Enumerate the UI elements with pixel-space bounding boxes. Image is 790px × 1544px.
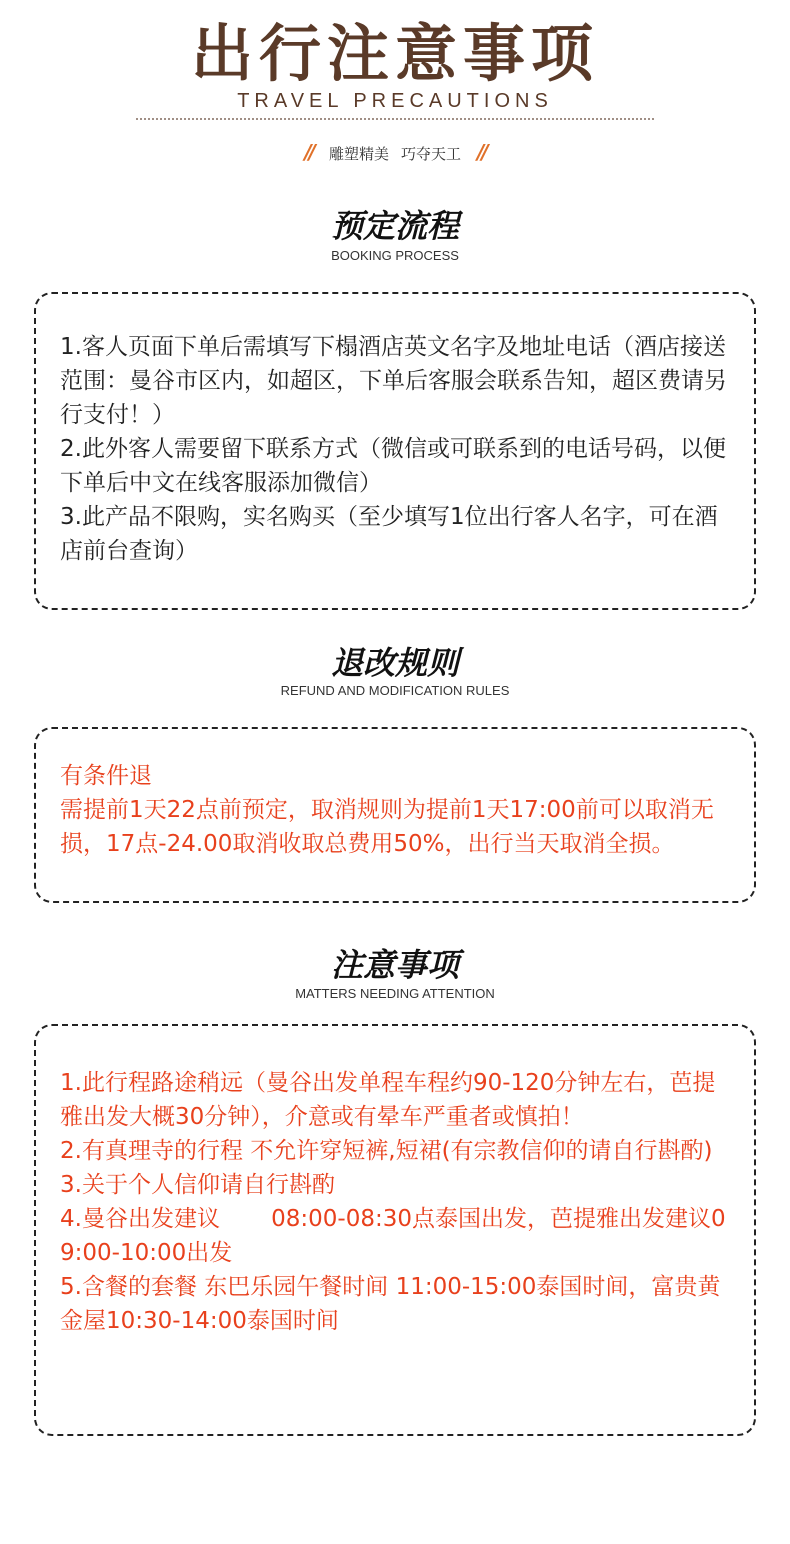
booking-line: 1.客人页面下单后需填写下榻酒店英文名字及地址电话（酒店接送范围：曼谷市区内，如超区，下单后客服会联系告知，超区费请另行支付！） bbox=[60, 334, 727, 428]
section-subtitle-refund: REFUND AND MODIFICATION RULES bbox=[280, 683, 510, 698]
section-title-booking: 预定流程 bbox=[330, 207, 459, 245]
attention-line: 5.含餐的套餐 东巴乐园午餐时间 11:00-15:00泰国时间，富贵黄金屋10:30-14:00泰国时间 bbox=[60, 1274, 721, 1334]
attention-line: 3.关于个人信仰请自行斟酌 bbox=[60, 1172, 335, 1198]
tagline bbox=[0, 140, 790, 166]
attention-text bbox=[60, 1066, 736, 1338]
attention-box bbox=[34, 1024, 756, 1436]
booking-text bbox=[60, 330, 736, 568]
slash-decoration-icon: // bbox=[477, 140, 486, 164]
section-title-attention: 注意事项 bbox=[330, 946, 459, 984]
refund-box bbox=[34, 727, 756, 903]
slash-decoration-icon: // bbox=[304, 140, 313, 164]
page-subtitle: TRAVEL PRECAUTIONS bbox=[237, 90, 553, 112]
section-subtitle-booking: BOOKING PROCESS bbox=[331, 248, 459, 263]
section-subtitle-attention: MATTERS NEEDING ATTENTION bbox=[295, 986, 495, 1001]
booking-line: 2.此外客人需要留下联系方式（微信或可联系到的电话号码，以便下单后中文在线客服添加微信） bbox=[60, 436, 726, 496]
attention-line: 4.曼谷出发建议 08:00-08:30点泰国出发，芭提雅出发建议09:00-10:00出发 bbox=[60, 1206, 726, 1266]
tagline-part: 雕塑精美 bbox=[328, 145, 389, 163]
booking-box bbox=[34, 292, 756, 610]
page-title: 出行注意事项 bbox=[190, 17, 599, 90]
tagline-part: 巧夺天工 bbox=[401, 145, 462, 163]
booking-line: 3.此产品不限购，实名购买（至少填写1位出行客人名字，可在酒店前台查询） bbox=[60, 504, 718, 564]
refund-line: 有条件退 bbox=[60, 763, 152, 789]
attention-line: 1.此行程路途稍远（曼谷出发单程车程约90-120分钟左右，芭提雅出发大概30分钟），介意或有晕车严重者或慎拍！ bbox=[60, 1070, 716, 1130]
section-title-refund: 退改规则 bbox=[330, 644, 459, 682]
refund-text bbox=[60, 759, 736, 861]
refund-line: 需提前1天22点前预定，取消规则为提前1天17:00前可以取消无损，17点-24.00取消收取总费用50%，出行当天取消全损。 bbox=[60, 797, 714, 857]
dotted-divider bbox=[136, 118, 654, 120]
attention-line: 2.有真理寺的行程 不允许穿短裤,短裙(有宗教信仰的请自行斟酌) bbox=[60, 1138, 713, 1164]
